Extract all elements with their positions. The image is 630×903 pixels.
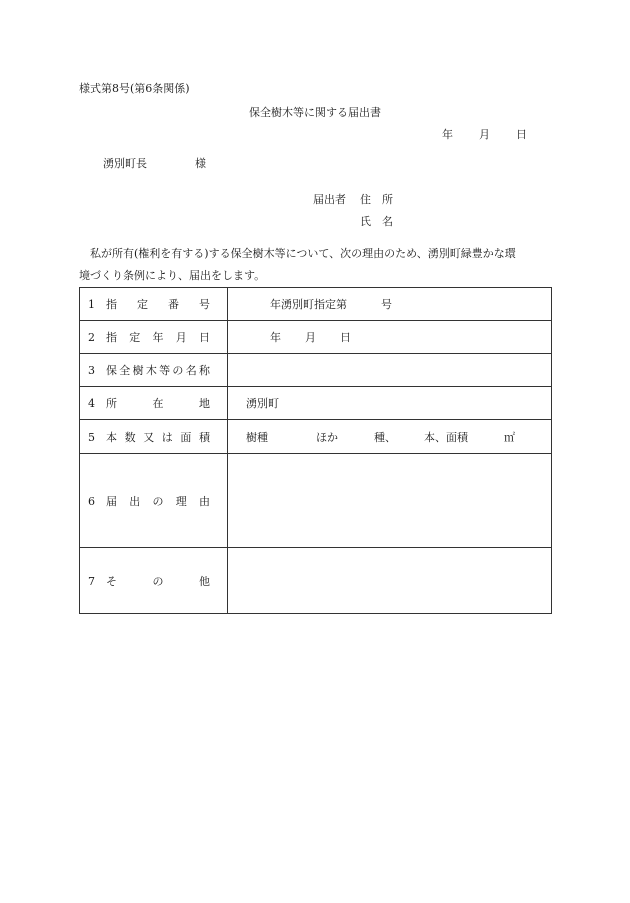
area-unit: ㎡ [504,430,515,444]
body-line-1: 私が所有(権利を有する)する保全樹木等について、次の理由のため、湧別町緑豊かな環 [90,247,516,260]
address-label: 住 所 [360,193,393,206]
table-row [80,387,552,420]
form-number: 様式第8号(第6条関係) [79,82,190,95]
row-label-text: 指定年月日 [106,331,210,344]
table-row [80,288,552,321]
row-label-text: その他 [106,574,210,588]
designation-number-suffix: 号 [381,298,392,311]
addressee-name: 湧別町長 [103,157,147,170]
row-label [80,454,228,548]
other-field[interactable] [228,548,552,614]
notifier-prefix: 届出者 [313,193,346,206]
addressee-honorific: 様 [195,157,206,170]
row-label [80,387,228,420]
designation-number-prefix: 年湧別町指定第 [270,298,347,311]
row-label [80,420,228,454]
row-label-text: 保全樹木等の名称 [106,364,210,377]
table-row [80,548,552,614]
document-title: 保全樹木等に関する届出書 [249,106,381,119]
row-label-text: 所在地 [106,397,210,410]
date-year: 年 [442,128,453,141]
table-row [80,454,552,548]
row-number: 3 [88,364,95,377]
reason-field[interactable] [228,454,552,548]
designation-date-month: 月 [305,331,316,344]
kinds-label: 種、 [374,430,396,444]
designation-date-day: 日 [340,331,351,344]
row-label-text: 本数又は面積 [106,430,210,444]
notifier-address-line [313,191,393,207]
row-label [80,354,228,387]
notifier-name-line [360,213,393,229]
row-label-text: 指定番号 [106,298,210,311]
tree-name-field[interactable] [228,354,552,387]
table-row [80,321,552,354]
name-label: 氏 名 [360,215,393,228]
row-number: 6 [88,494,95,508]
date-day: 日 [516,128,527,141]
table-row [80,354,552,387]
designation-number-field[interactable] [228,288,552,321]
notification-table [79,287,552,614]
row-number: 5 [88,430,95,444]
count-area-label: 本、面積 [424,430,468,444]
row-label-text: 届出の理由 [106,494,210,508]
body-line-2: 境づくり条例により、届出をします。 [79,269,266,282]
row-number: 1 [88,298,95,311]
row-label [80,321,228,354]
designation-date-field[interactable] [228,321,552,354]
row-number: 7 [88,574,95,588]
row-number: 4 [88,397,95,410]
date-month: 月 [479,128,490,141]
others-label: ほか [316,430,338,444]
quantity-field[interactable] [228,420,552,454]
species-label: 樹種 [246,430,268,444]
row-label [80,548,228,614]
location-field[interactable] [228,387,552,420]
table-row [80,420,552,454]
addressee [103,155,206,171]
row-label [80,288,228,321]
location-value: 湧別町 [246,397,279,410]
submission-date [442,126,527,142]
designation-date-year: 年 [270,331,281,344]
body-text [79,243,551,287]
row-number: 2 [88,331,95,344]
